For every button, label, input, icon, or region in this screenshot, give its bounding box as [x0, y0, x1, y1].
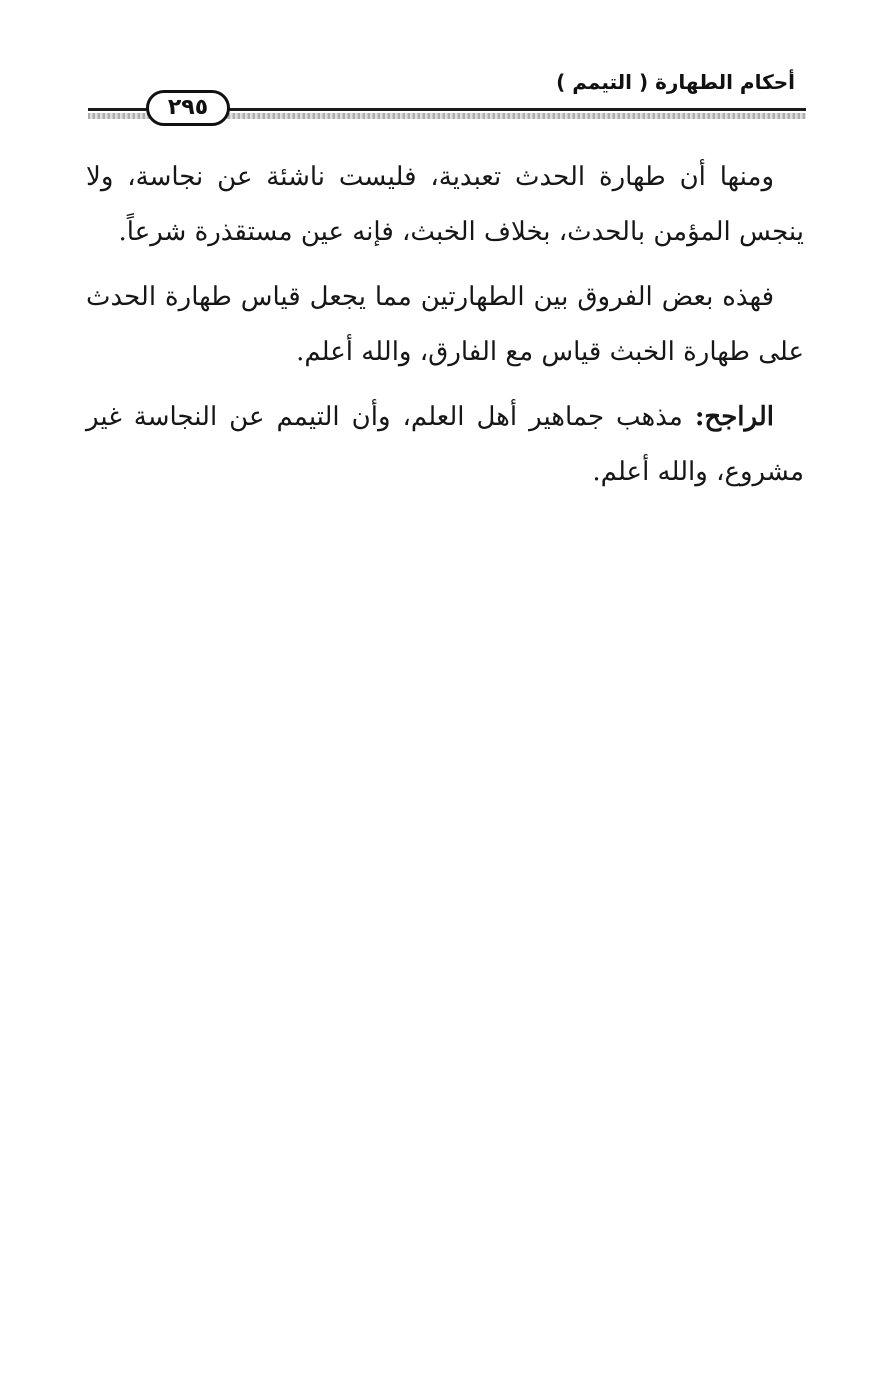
page-header [0, 0, 873, 140]
paragraph [86, 390, 804, 500]
paragraph [86, 270, 804, 380]
page-number: ٢٩٥ [146, 90, 230, 126]
paragraph-text: فهذه بعض الفروق بين الطهارتين مما يجعل قياس طهارة الحدث على طهارة الخبث قياس مع الفارق، والله أعلم. [86, 282, 804, 367]
paragraph-text: ومنها أن طهارة الحدث تعبدية، فليست ناشئة عن نجاسة، ولا ينجس المؤمن بالحدث، بخلاف الخبث، فإنه عين مستقذرة شرعاً. [86, 162, 804, 247]
body-text [86, 150, 804, 510]
paragraph-label: الراجح: [694, 402, 774, 432]
paragraph-text: مذهب جماهير أهل العلم، وأن التيمم عن النجاسة غير مشروع، والله أعلم. [86, 402, 804, 487]
paragraph [86, 150, 804, 260]
running-title: أحكام الطهارة ( التيمم ) [556, 70, 795, 94]
